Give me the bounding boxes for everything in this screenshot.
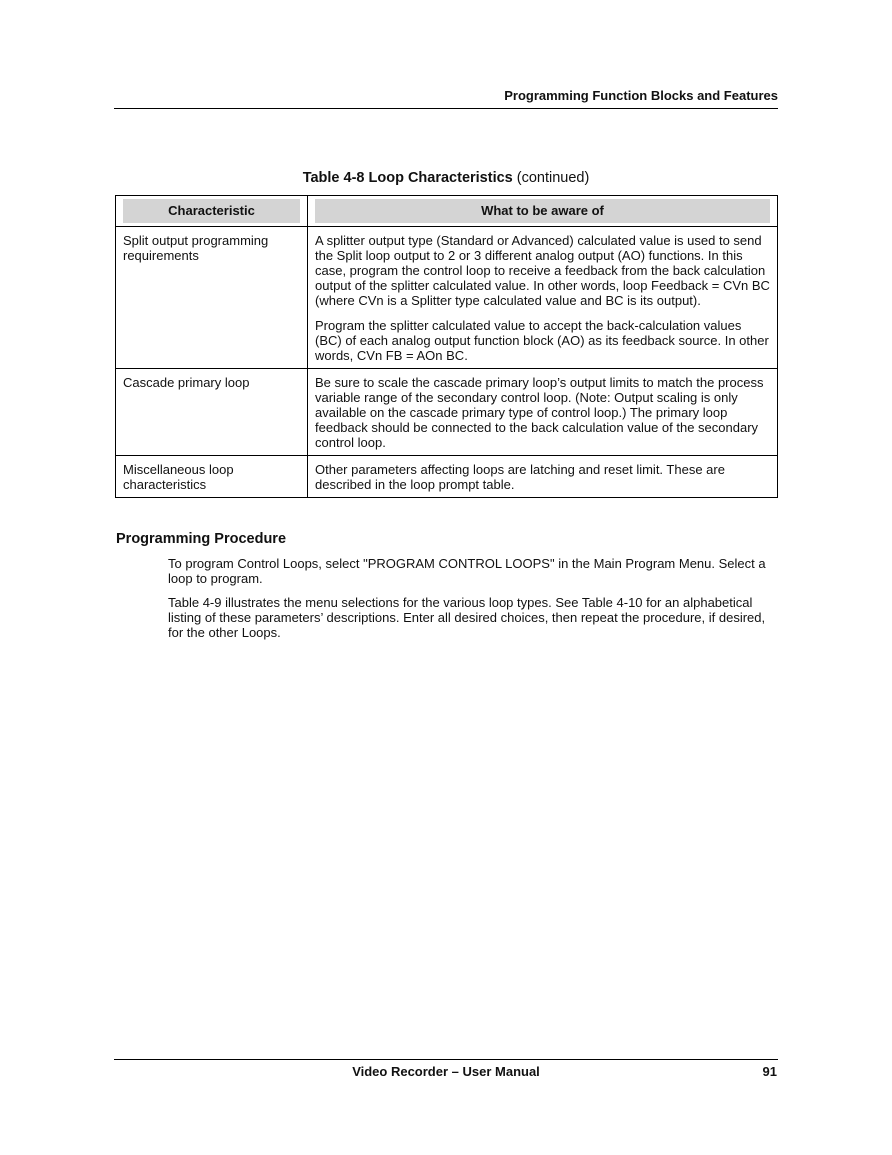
- header-rule: [114, 108, 778, 109]
- description-paragraph: A splitter output type (Standard or Advanced) calculated value is used to send the Split loop output to 2 or 3 different analog output (AO) functions. In this case, program the control loop to receive a feedback from the back calculation output of the splitter calculated value. In other words, loop Feedback = CVn BC (where CVn is a Splitter type calculated value and BC is its output).: [315, 233, 770, 308]
- description-paragraph: Other parameters affecting loops are latching and reset limit. These are described in the loop prompt table.: [315, 462, 725, 492]
- section-heading: Programming Procedure: [116, 531, 287, 547]
- description-cell: [308, 456, 778, 498]
- procedure-paragraph: Table 4-9 illustrates the menu selections for the various loop types. See Table 4-10 for an alphabetical listing of these parameters’ descriptions. Enter all desired choices, then repeat the procedure, if desired, for the other Loops.: [168, 595, 766, 640]
- description-paragraph: Be sure to scale the cascade primary loop’s output limits to match the process variable range of the secondary control loop. (Note: Output scaling is only available on the cascade primary type of control loop.) The primary loop feedback should be connected to the back calculation value of the secondary control loop.: [315, 375, 764, 450]
- table-caption-title: Table 4-8 Loop Characteristics: [302, 170, 513, 186]
- table-header-row: [116, 196, 778, 227]
- table-row: [116, 369, 778, 456]
- table-caption-continued: (continued): [512, 170, 590, 186]
- description-cell: [308, 369, 778, 456]
- running-header: Programming Function Blocks and Features: [504, 88, 778, 103]
- table-row: [116, 227, 778, 369]
- table-row: [116, 456, 778, 498]
- procedure-body: [168, 556, 778, 649]
- page-number: 91: [762, 1064, 777, 1079]
- column-header-what-to-be-aware-of: What to be aware of: [308, 196, 778, 227]
- footer-title: Video Recorder – User Manual: [352, 1064, 540, 1079]
- procedure-paragraph: To program Control Loops, select "PROGRAM CONTROL LOOPS" in the Main Program Menu. Select a loop to program.: [168, 556, 766, 586]
- characteristic-cell: Split output programming requirements: [116, 227, 308, 369]
- characteristic-cell: Miscellaneous loop characteristics: [116, 456, 308, 498]
- characteristic-cell: Cascade primary loop: [116, 369, 308, 456]
- column-header-characteristic: Characteristic: [116, 196, 308, 227]
- description-paragraph: Program the splitter calculated value to accept the back-calculation values (BC) of each analog output function block (AO) as its feedback source. In other words, CVn FB = AOn BC.: [315, 318, 769, 363]
- description-cell: [308, 227, 778, 369]
- loop-characteristics-table: [115, 195, 778, 498]
- footer-rule: [114, 1059, 778, 1060]
- table-caption: [114, 169, 778, 187]
